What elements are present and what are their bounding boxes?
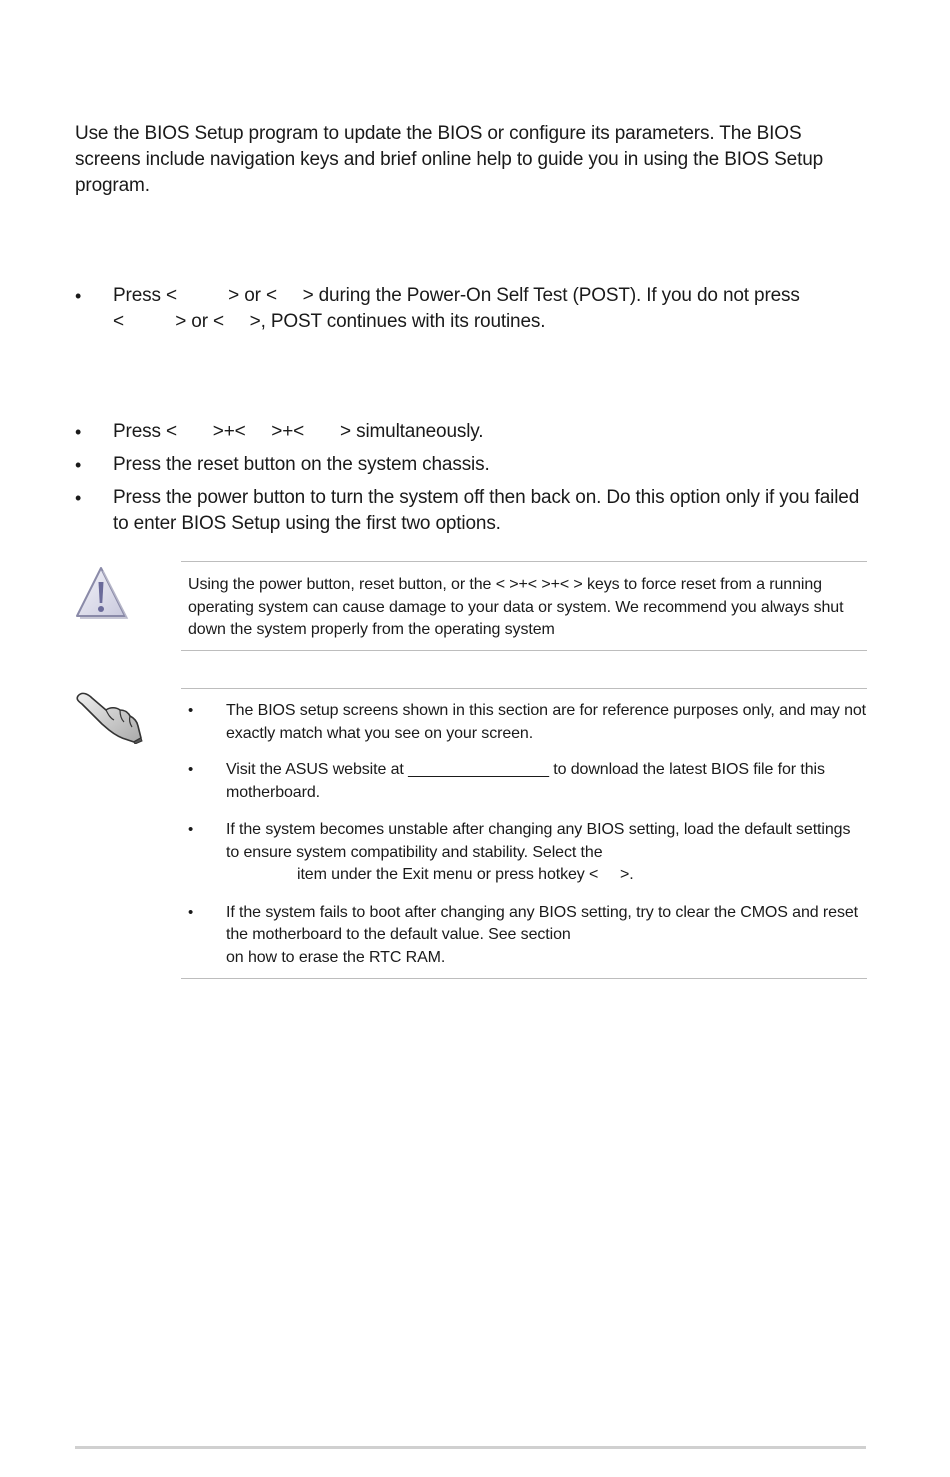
bullet-icon: • [188,821,194,838]
note-text-pre: Visit the ASUS website at [226,761,404,778]
list-item [181,819,867,887]
notes-bottom-rule [181,978,867,979]
enter-bios-list [75,283,865,335]
caution-text: Using the power button, reset button, or the < >+< >+< > keys to force reset from a running operating system can cause damage to your data or system. We recommend you always shut down the system properly from the operating system [188,576,844,638]
list-item-text: Press < >+< >+< > simultaneously. [113,421,484,442]
caution-bottom-rule [181,650,867,651]
bullet-icon: • [75,422,82,442]
note-text-line-2: on how to erase the RTC RAM. [226,948,446,966]
enter-bios-line-2: < > or < >, POST continues with its routines. [113,311,546,332]
list-item [75,452,865,478]
list-item [181,759,867,804]
list-item [75,485,865,537]
bullet-icon: • [75,488,82,508]
bullet-icon: • [75,455,82,475]
caution-triangle-icon [74,565,130,621]
notes-box [181,700,867,969]
caution-note [188,574,868,642]
list-item [75,283,865,335]
list-item-text: Press the reset button on the system chassis. [113,454,490,475]
list-item-text: Press the power button to turn the system off then back on. Do this option only if you failed to enter BIOS Setup using the first two options. [113,487,860,534]
bullet-icon: • [188,761,194,778]
bullet-icon: • [188,903,194,921]
website-blank: ________________ [408,761,549,778]
intro-paragraph: Use the BIOS Setup program to update the BIOS or configure its parameters. The BIOS screens include navigation keys and brief online help to guide you in using the BIOS Setup program. [75,123,824,196]
list-item [181,902,867,970]
notes-top-rule [181,688,867,689]
enter-bios-line-1: Press < > or < > during the Power-On Self Test (POST). If you do not press [113,285,800,306]
bullet-icon: • [188,702,194,719]
list-item [75,419,865,445]
pointing-hand-icon [74,688,144,744]
note-text-post: to download the latest BIOS file for this motherboard. [226,761,825,801]
note-text-line-2: item under the Exit menu or press hotkey < >. [297,866,634,883]
caution-top-rule [181,561,867,562]
bullet-icon: • [75,286,82,306]
note-text: If the system fails to boot after changing any BIOS setting, try to clear the CMOS and reset the motherboard to the default value. See section [226,903,858,943]
footer-rule [75,1446,866,1449]
note-text: The BIOS setup screens shown in this section are for reference purposes only, and may not exactly match what you see on your screen. [226,702,867,742]
enter-after-post-list [75,419,865,537]
note-text: If the system becomes unstable after changing any BIOS setting, load the default settings to ensure system compatibility and stability. Select the [226,821,851,861]
list-item [181,700,867,745]
notes-list [181,700,867,969]
